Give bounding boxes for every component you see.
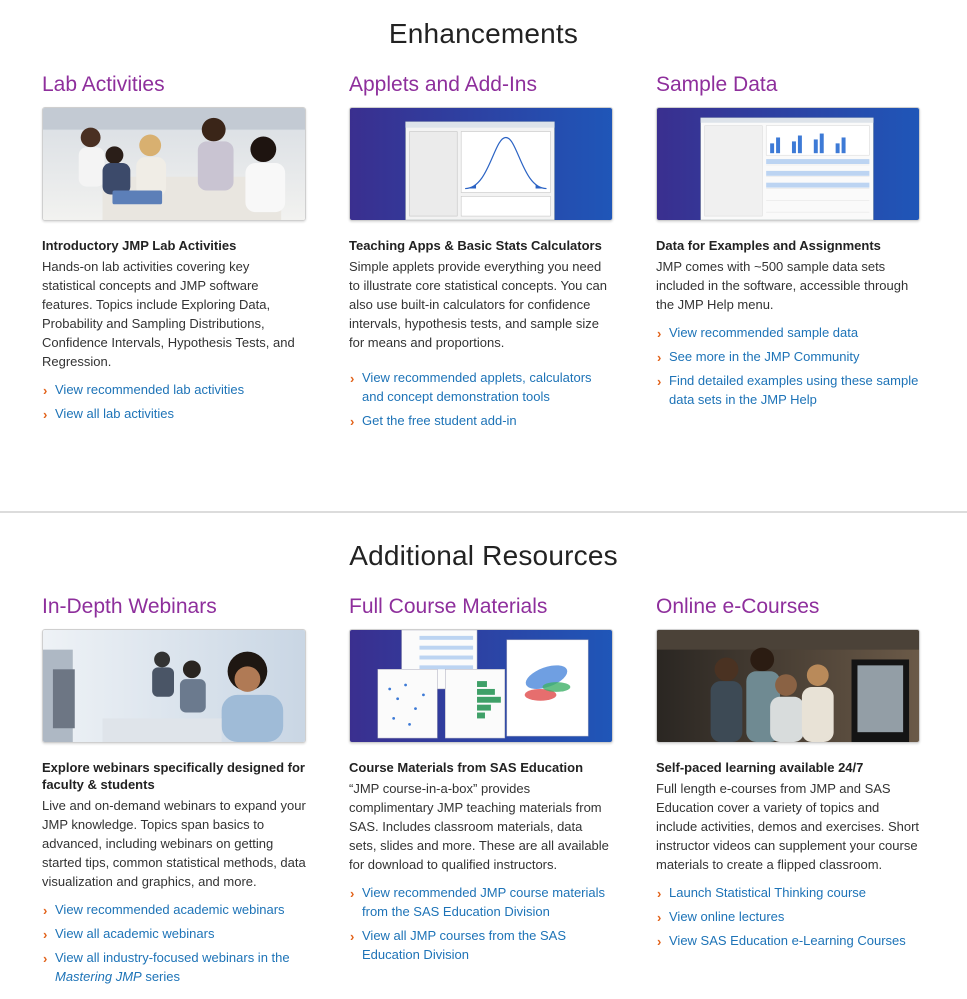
course-materials-screenshots[interactable] (349, 629, 613, 743)
link-online-lectures[interactable] (656, 907, 920, 926)
chevron-right-icon: › (350, 371, 355, 386)
chevron-right-icon: › (657, 326, 662, 341)
e-courses-subhead: Self-paced learning available 24/7 (656, 760, 864, 775)
link-sas-e-learning[interactable] (656, 931, 920, 950)
link-text[interactable]: Find detailed examples using these sample data sets in the JMP Help (669, 373, 919, 407)
link-text[interactable]: View recommended applets, calculators and concept demonstration tools (362, 370, 592, 404)
e-courses-heading: Online e-Courses (656, 595, 820, 618)
link-text[interactable]: View recommended JMP course materials from the SAS Education Division (362, 885, 606, 919)
sample-data-column (656, 72, 920, 414)
course-materials-heading: Full Course Materials (349, 595, 548, 618)
link-text[interactable]: Launch Statistical Thinking course (669, 885, 867, 900)
link-all-academic-webinars[interactable] (42, 924, 306, 943)
sample-data-subhead: Data for Examples and Assignments (656, 238, 881, 253)
chevron-right-icon: › (350, 414, 355, 429)
link-recommended-webinars[interactable] (42, 900, 306, 919)
link-text[interactable]: Get the free student add-in (362, 413, 517, 428)
webinars-column (42, 594, 306, 991)
link-jmp-community[interactable] (656, 347, 920, 366)
data-table-screenshot[interactable] (656, 107, 920, 221)
chevron-right-icon: › (43, 383, 48, 398)
chevron-right-icon: › (350, 929, 355, 944)
chevron-right-icon: › (43, 903, 48, 918)
course-materials-subhead: Course Materials from SAS Education (349, 760, 584, 775)
applets-links (349, 368, 613, 430)
course-materials-description: “JMP course-in-a-box” provides complimentary JMP teaching materials from SAS. Includes classroom materials, data sets, slides and more. These are all available for download to qualified instructors. (349, 781, 609, 872)
link-recommended-lab-activities[interactable] (42, 380, 306, 399)
chevron-right-icon: › (43, 951, 48, 966)
sample-data-links (656, 323, 920, 409)
webinars-heading: In-Depth Webinars (42, 595, 217, 618)
link-text[interactable]: View SAS Education e-Learning Courses (669, 933, 906, 948)
applets-subhead: Teaching Apps & Basic Stats Calculators (349, 238, 602, 253)
link-text[interactable]: View online lectures (669, 909, 785, 924)
link-student-add-in[interactable] (349, 411, 613, 430)
sample-data-heading: Sample Data (656, 73, 778, 96)
link-recommended-applets[interactable] (349, 368, 613, 406)
section-divider (0, 511, 967, 513)
link-text[interactable]: View recommended lab activities (55, 382, 245, 397)
link-mastering-jmp-webinars[interactable] (42, 948, 306, 986)
link-text-before: View all industry-focused webinars in the (55, 950, 290, 965)
link-text[interactable]: View all lab activities (55, 406, 174, 421)
chevron-right-icon: › (43, 927, 48, 942)
webinars-description: Live and on-demand webinars to expand your JMP knowledge. Topics span basics to advanced, including webinars on getting started tips, common statistical methods, data visualization and graphics, and more. (42, 798, 306, 889)
link-text[interactable]: View recommended sample data (669, 325, 859, 340)
chevron-right-icon: › (657, 886, 662, 901)
e-courses-description: Full length e-courses from JMP and SAS Education cover a variety of topics and include activities, demos and exercises. Short instructor videos can supplement your course materials to create a flipped classroom. (656, 781, 920, 872)
e-courses-links (656, 883, 920, 950)
applets-heading: Applets and Add-Ins (349, 73, 537, 96)
person-at-computer-photo[interactable] (42, 629, 306, 743)
webinars-links (42, 900, 306, 986)
distribution-applet-screenshot[interactable] (349, 107, 613, 221)
link-text[interactable]: View all academic webinars (55, 926, 215, 941)
link-text[interactable]: View recommended academic webinars (55, 902, 285, 917)
link-text-series-name: Mastering JMP (55, 969, 142, 984)
group-at-monitor-photo[interactable] (656, 629, 920, 743)
lab-activities-description: Hands-on lab activities covering key statistical concepts and JMP software features. Topics include Exploring Data, Probability and Sampling Distributions, Confidence Intervals, Hypothesis Tests, and Regression. (42, 259, 295, 369)
link-text-after: series (141, 969, 180, 984)
chevron-right-icon: › (657, 934, 662, 949)
students-collaborating-photo[interactable] (42, 107, 306, 221)
link-all-jmp-courses[interactable] (349, 926, 613, 964)
course-materials-links (349, 883, 613, 964)
link-recommended-course-materials[interactable] (349, 883, 613, 921)
link-text[interactable]: See more in the JMP Community (669, 349, 860, 364)
e-courses-column (656, 594, 920, 955)
link-text[interactable]: View all JMP courses from the SAS Education Division (362, 928, 566, 962)
chevron-right-icon: › (657, 910, 662, 925)
applets-column (349, 72, 613, 435)
link-text[interactable] (55, 950, 290, 984)
sample-data-description: JMP comes with ~500 sample data sets included in the software, accessible through the JMP Help menu. (656, 259, 909, 312)
course-materials-column (349, 594, 613, 969)
chevron-right-icon: › (657, 374, 662, 389)
lab-activities-subhead: Introductory JMP Lab Activities (42, 238, 237, 253)
chevron-right-icon: › (43, 407, 48, 422)
link-statistical-thinking-course[interactable] (656, 883, 920, 902)
webinars-subhead: Explore webinars specifically designed for faculty & students (42, 760, 305, 792)
lab-activities-heading: Lab Activities (42, 73, 165, 96)
link-detailed-examples[interactable] (656, 371, 920, 409)
applets-description: Simple applets provide everything you need to illustrate core statistical concepts. You can also use built-in calculators for confidence intervals, hypothesis tests, and sample size for means and proportions. (349, 259, 607, 350)
link-recommended-sample-data[interactable] (656, 323, 920, 342)
lab-activities-links (42, 380, 306, 423)
chevron-right-icon: › (350, 886, 355, 901)
chevron-right-icon: › (657, 350, 662, 365)
lab-activities-column (42, 72, 306, 428)
resources-title: Additional Resources (349, 540, 618, 571)
link-all-lab-activities[interactable] (42, 404, 306, 423)
enhancements-title: Enhancements (388, 18, 579, 49)
